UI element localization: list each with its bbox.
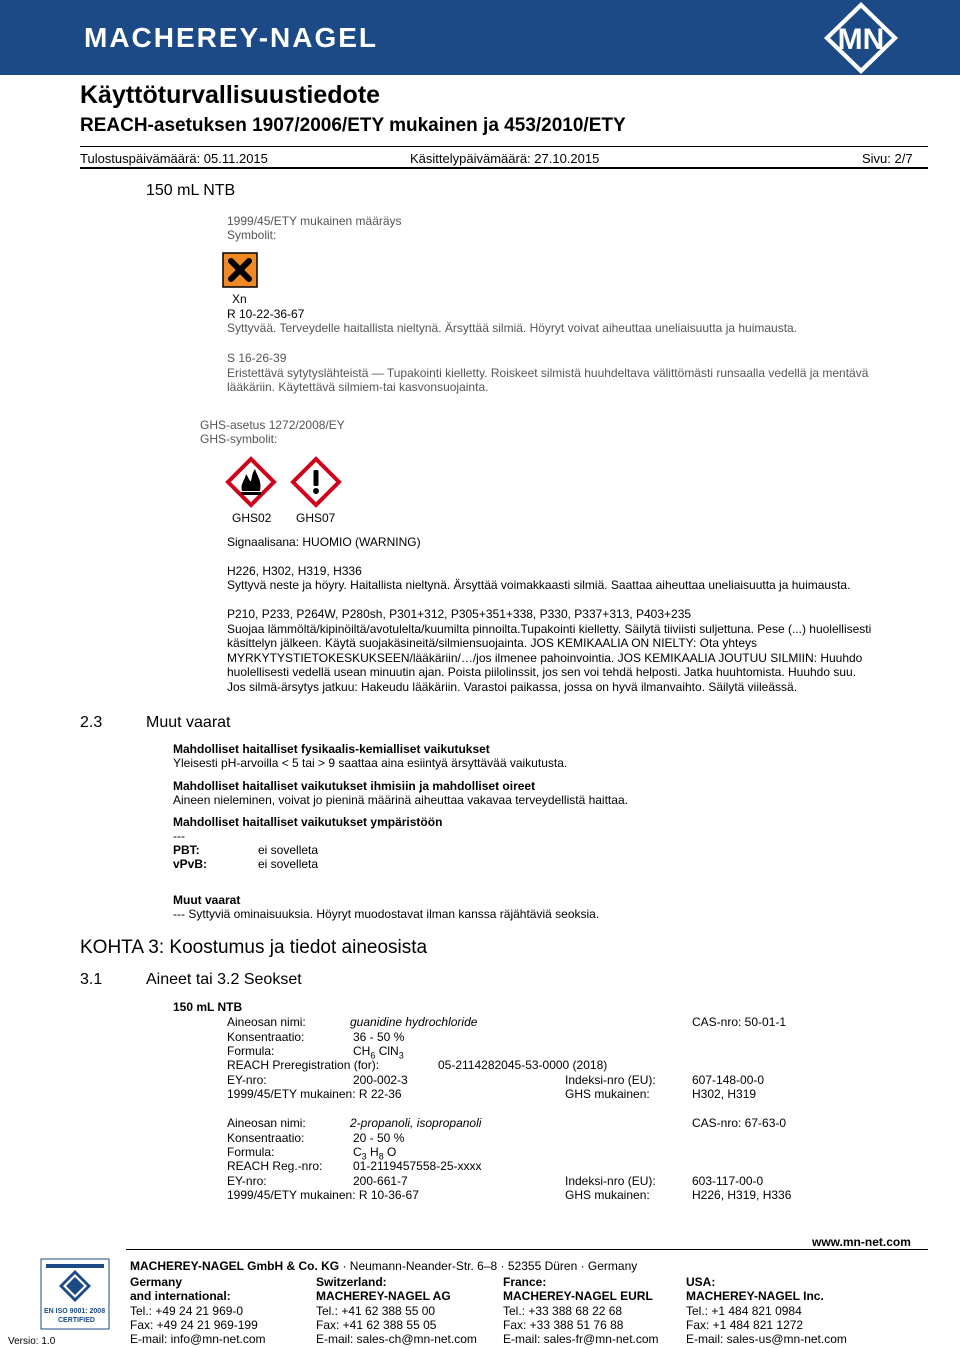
c1-cas: CAS-nro: 50-01-1 (692, 1015, 787, 1029)
brand-name: MACHEREY-NAGEL (84, 22, 379, 53)
env-text: --- (173, 829, 185, 843)
c2-reach-label: REACH Reg.-nro: (227, 1159, 323, 1173)
c2-eu-class: 1999/45/ETY mukainen: R 10-36-67 (227, 1188, 419, 1202)
fr-tel: Tel.: +33 388 68 22 68 (503, 1304, 623, 1318)
c2-conc: 20 - 50 % (353, 1131, 405, 1145)
ch-tel: Tel.: +41 62 388 55 00 (316, 1304, 436, 1318)
section-3-1-title: Aineet tai 3.2 Seokset (146, 971, 302, 988)
r-phrases: R 10-22-36-67 (227, 307, 305, 321)
c1-conc: 36 - 50 % (353, 1030, 405, 1044)
ghs07-exclamation-icon (290, 456, 342, 508)
document-title: Käyttöturvallisuustiedote (80, 81, 381, 109)
c2-ghs: H226, H319, H336 (692, 1188, 792, 1202)
us-fax: Fax: +1 484 821 1272 (686, 1318, 804, 1332)
human-heading: Mahdolliset haitalliset vaikutukset ihmisiin ja mahdolliset oireet (173, 779, 536, 793)
us-heading-2: MACHEREY-NAGEL Inc. (686, 1289, 824, 1303)
fr-fax: Fax: +33 388 51 76 88 (503, 1318, 624, 1332)
p-statements-5: Jos silmä-ärsytys jatkuu: Hakeudu lääkäriin. Varastoi paikassa, jossa on hyvä ilmanvaihto. Säilytä viileässä. (227, 680, 798, 694)
p-statements-3: MYRKYTYSTIETOKESKUKSEEN/lääkäriin/…/jos ilmenee pahoinvointia. JOS KEMIKAALIA JOUTUU SILMIIN: Huuhdo (227, 651, 863, 665)
ch-heading-2: MACHEREY-NAGEL AG (316, 1289, 451, 1303)
h-statements: Syttyvä neste ja höyry. Haitallista nieltynä. Ärsyttää voimakkaasti silmiä. Saattaa aiheuttaa uneliaisuutta ja huimausta. (227, 578, 851, 592)
logo-letters: MN (837, 23, 885, 56)
composition-product: 150 mL NTB (173, 1000, 243, 1014)
r-phrases-text: Syttyvää. Terveydelle haitallista nieltynä. Ärsyttää silmiä. Höyryt voivat aiheuttaa uneliaisuutta ja huimausta. (227, 321, 798, 335)
env-heading: Mahdolliset haitalliset vaikutukset ympäristöön (173, 815, 443, 829)
fr-heading-1: France: (503, 1275, 547, 1289)
eu-directive: 1999/45/ETY mukainen määräys (227, 214, 402, 228)
section-3-1-number: 3.1 (80, 971, 103, 988)
ghs-regulation: GHS-asetus 1272/2008/EY (200, 418, 345, 432)
pbt-label: PBT: (173, 843, 200, 857)
s-phrases: S 16-26-39 (227, 351, 287, 365)
c1-reach: 05-2114282045-53-0000 (2018) (438, 1058, 608, 1072)
version: Versio: 1.0 (8, 1336, 56, 1347)
vpvb-value: ei sovelleta (258, 857, 319, 871)
de-fax: Fax: +49 24 21 969-199 (130, 1318, 258, 1332)
iso-cert-line-1: EN ISO 9001: 2008 (44, 1308, 106, 1315)
c2-ghs-label: GHS mukainen: (565, 1188, 650, 1202)
section-2-3-title: Muut vaarat (146, 714, 231, 731)
fr-heading-2: MACHEREY-NAGEL EURL (503, 1289, 653, 1303)
c1-eu-class: 1999/45/ETY mukainen: R 22-36 (227, 1087, 402, 1101)
ghs07-label: GHS07 (296, 511, 336, 525)
c1-ghs-label: GHS mukainen: (565, 1087, 650, 1101)
de-heading-1: Germany (130, 1275, 183, 1289)
c2-name-label: Aineosan nimi: (227, 1116, 306, 1130)
c2-reach: 01-2119457558-25-xxxx (353, 1159, 482, 1173)
us-heading-1: USA: (686, 1275, 716, 1289)
c1-index-label: Indeksi-nro (EU): (565, 1073, 656, 1087)
footer-divider (126, 1249, 928, 1250)
other-hazards-heading: Muut vaarat (173, 893, 241, 907)
footer-url[interactable]: www.mn-net.com (812, 1235, 911, 1249)
ghs-symbols-label: GHS-symbolit: (200, 432, 278, 446)
c2-conc-label: Konsentraatio: (227, 1131, 305, 1145)
us-tel: Tel.: +1 484 821 0984 (686, 1304, 802, 1318)
p-statements-4: huolellisesti vedellä usean minuutin ajan. Poista piilolinssit, jos sen voi tehdä helposti. Jatka huuhtomista. Huuhdo suu. (227, 665, 857, 679)
footer-company: MACHEREY-NAGEL GmbH & Co. KG · Neumann-Neander-Str. 6–8 · 52355 Düren · Germany (130, 1259, 638, 1273)
s-phrases-text-1: Eristettävä sytytyslähteistä — Tupakointi kielletty. Roiskeet silmistä huuhdeltava välittömästi runsaalla vedellä ja mentävä (227, 366, 869, 380)
c2-cas: CAS-nro: 67-63-0 (692, 1116, 787, 1130)
header-divider-bold (80, 167, 928, 169)
s-phrases-text-2: lääkäriin. Käytettävä silmiem-tai kasvonsuojainta. (227, 380, 489, 394)
c2-formula-label: Formula: (227, 1145, 275, 1159)
c2-ey-label: EY-nro: (227, 1174, 267, 1188)
c1-formula: $CH_6$ ClN$_3$ (353, 1044, 404, 1061)
p-codes: P210, P233, P264W, P280sh, P301+312, P305+351+338, P330, P337+313, P403+235 (227, 607, 692, 621)
print-date: Tulostuspäivämäärä: 05.11.2015 (80, 151, 268, 166)
document-subtitle: REACH-asetuksen 1907/2006/ETY mukainen ja 453/2010/ETY (80, 115, 626, 136)
ch-heading-1: Switzerland: (316, 1275, 387, 1289)
c1-ghs: H302, H319 (692, 1087, 757, 1101)
phys-text: Yleisesti pH-arvoilla < 5 tai > 9 saattaa aina esiintyä ärsyttävää vaikutusta. (173, 756, 568, 770)
c2-index-label: Indeksi-nro (EU): (565, 1174, 656, 1188)
page-number: Sivu: 2/7 (862, 151, 913, 166)
process-date: Käsittelypäivämäärä: 27.10.2015 (410, 151, 600, 166)
xn-label: Xn (232, 292, 247, 306)
c1-formula-label: Formula: (227, 1044, 275, 1058)
c1-index: 607-148-00-0 (692, 1073, 765, 1087)
c1-name-label: Aineosan nimi: (227, 1015, 306, 1029)
de-email[interactable]: E-mail: info@mn-net.com (130, 1332, 266, 1346)
p-statements-2: käsittelyn jälkeen. Käytä suojakäsineitä/silmiensuojainta. JOS KEMIKAALIA ON NIELTY: Ota yhteys (227, 636, 758, 650)
c1-reach-label: REACH Preregistration (for): (227, 1058, 380, 1072)
fr-email[interactable]: E-mail: sales-fr@mn-net.com (503, 1332, 659, 1346)
human-text: Aineen nieleminen, voivat jo pieninä määrinä aiheuttaa vakavaa terveydellistä haittaa. (173, 793, 628, 807)
c2-formula: $C_3$ $H_8$ O (353, 1145, 397, 1162)
c1-ey-label: EY-nro: (227, 1073, 267, 1087)
section-2-3-number: 2.3 (80, 714, 103, 731)
ghs02-label: GHS02 (232, 511, 272, 525)
section-3-title: KOHTA 3: Koostumus ja tiedot aineosista (80, 937, 428, 958)
harmful-xn-icon (222, 252, 258, 288)
signal-word: Signaalisana: HUOMIO (WARNING) (227, 535, 421, 549)
c2-ey: 200-661-7 (353, 1174, 408, 1188)
eu-symbols-label: Symbolit: (227, 228, 277, 242)
other-hazards-text: --- Syttyviä ominaisuuksia. Höyryt muodostavat ilman kanssa räjähtäviä seoksia. (173, 907, 600, 921)
p-statements-1: Suojaa lämmöltä/kipinöiltä/avotulelta/kuumilta pinnoilta.Tupakointi kielletty. Säilytä tiiviisti suljettuna. Pese (...) huolellisesti (227, 622, 872, 636)
c1-ey: 200-002-3 (353, 1073, 408, 1087)
phys-heading: Mahdolliset haitalliset fysikaalis-kemialliset vaikutukset (173, 742, 490, 756)
c2-name: 2-propanoli, isopropanoli (350, 1116, 482, 1130)
h-codes: H226, H302, H319, H336 (227, 564, 362, 578)
product-name: 150 mL NTB (146, 182, 236, 199)
ch-fax: Fax: +41 62 388 55 05 (316, 1318, 437, 1332)
ghs02-flame-icon (225, 456, 277, 508)
iso-cert-line-2: CERTIFIED (58, 1317, 95, 1324)
ch-email[interactable]: E-mail: sales-ch@mn-net.com (316, 1332, 477, 1346)
mn-logo-icon (806, 0, 916, 75)
vpvb-label: vPvB: (173, 857, 208, 871)
pbt-value: ei sovelleta (258, 843, 319, 857)
c1-name: guanidine hydrochloride (350, 1015, 478, 1029)
de-heading-2: and international: (130, 1289, 231, 1303)
c1-conc-label: Konsentraatio: (227, 1030, 305, 1044)
c2-index: 603-117-00-0 (692, 1174, 764, 1188)
brand-bar (0, 0, 960, 75)
us-email[interactable]: E-mail: sales-us@mn-net.com (686, 1332, 847, 1346)
header-divider (80, 146, 928, 147)
de-tel: Tel.: +49 24 21 969-0 (130, 1304, 244, 1318)
